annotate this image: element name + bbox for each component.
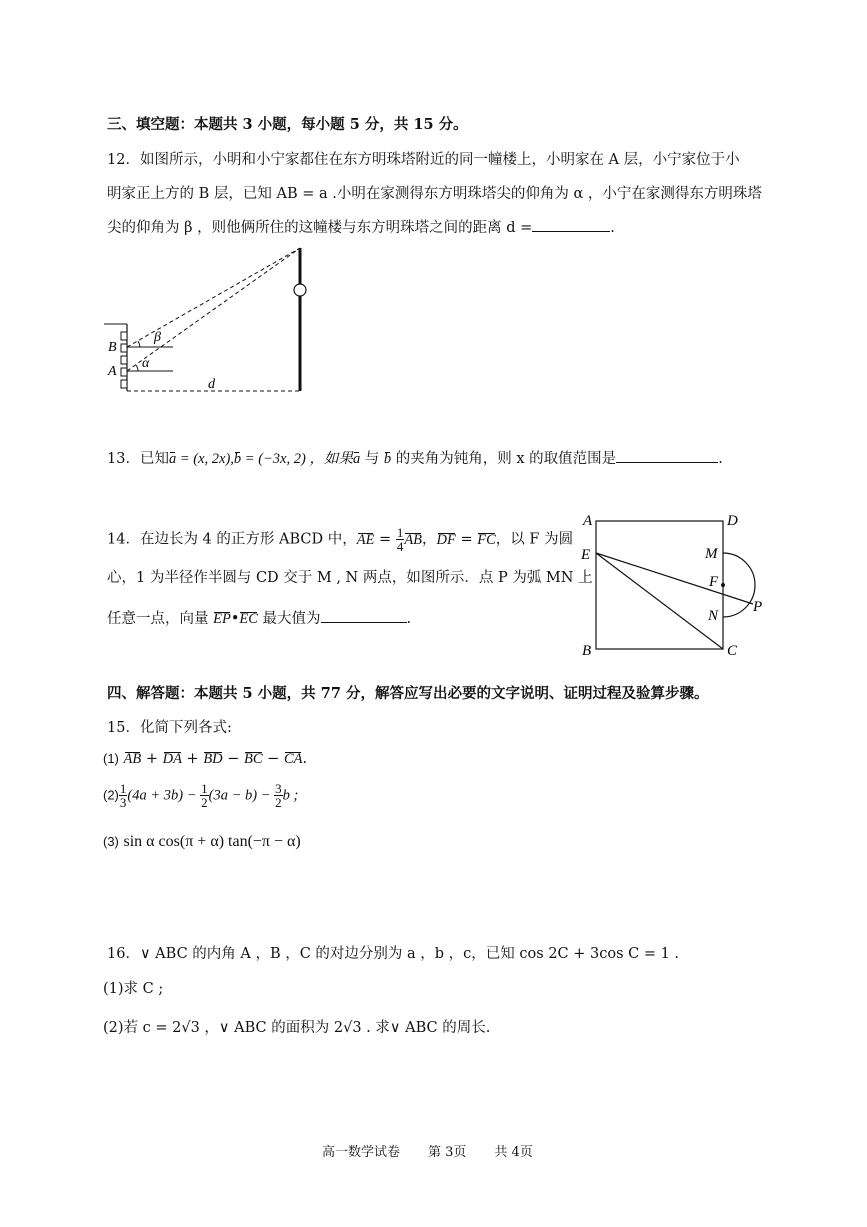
q13-line: [107, 447, 723, 468]
q14-fraction-num: 1: [396, 525, 404, 540]
q14-line-1-end: ，以 F 为圆: [495, 531, 574, 548]
q13-expr-a: = (x, 2x),: [176, 451, 234, 467]
q12-line-3-end: .: [610, 220, 615, 236]
q14-line-3-text: 任意一点，向量: [107, 611, 214, 627]
q15-p1-op-3: −: [222, 751, 245, 767]
q14-sep: ，: [422, 531, 437, 548]
q12-answer-blank: [532, 217, 610, 232]
alpha-arc: [136, 365, 138, 371]
q12-line-2: 明家正上方的 B 层，已知 AB = a .小明在家测得东方明珠塔尖的仰角为 α ，小宁在家测得东方明珠塔: [107, 186, 762, 202]
q14-line-1-text: 14．在边长为 4 的正方形 ABCD 中，: [107, 531, 357, 548]
beta-arc: [138, 341, 140, 347]
q14-answer-blank: [321, 608, 407, 623]
q13-mid: 与: [360, 451, 384, 467]
building-windows: [121, 332, 127, 388]
footer-subject: 高一数学试卷: [322, 1145, 401, 1160]
q14-vec-FC: FC: [477, 531, 496, 548]
segment-EP: [596, 553, 753, 604]
sight-line-from-A: [127, 248, 300, 371]
q12-line-1: 12．如图所示，小明和小宁家都住在东方明珠塔附近的同一幢楼上，小明家在 A 层，小宁家位于小: [107, 152, 740, 168]
section-4-heading: 四、解答题：本题共 5 小题，共 77 分，解答应写出必要的文字说明、证明过程及验算步骤。: [107, 685, 709, 702]
label-d: d: [208, 377, 215, 392]
q15-p1-term-DA: DA: [162, 751, 182, 767]
q15-p1-term-CA: CA: [283, 751, 303, 767]
q12-building-tower-figure: [100, 240, 320, 400]
q14-eq-1: =: [374, 531, 396, 548]
q13-vec-b-2: b: [383, 451, 392, 467]
q14-square-figure: [575, 508, 775, 663]
semicircle-MN: [723, 553, 755, 617]
q15-p2-frac-2-den: 2: [201, 795, 208, 810]
q13-vec-b: b: [233, 451, 242, 467]
q12-line-3: [107, 216, 615, 237]
q13-suffix: 的夹角为钝角，则 x 的取值范围是: [391, 451, 617, 467]
q15-p2-frac-3-den: 2: [275, 795, 282, 810]
q15-p1-label: (1): [103, 751, 119, 766]
q16-part-2: (2)若 c = 2√3 ，∨ ABC 的面积为 2√3 . 求∨ ABC 的周长.: [103, 1020, 491, 1036]
q14-line-1: [107, 526, 573, 553]
q15-p1-op-2: +: [181, 751, 204, 767]
label-alpha: α: [142, 356, 150, 371]
label-D: D: [727, 513, 738, 529]
q15-p1-op-4: −: [262, 751, 284, 767]
q16-part-1: (1)求 C ;: [103, 981, 164, 997]
tower-sphere: [294, 284, 306, 296]
q14-vec-EC: EC: [239, 611, 258, 627]
q15-p2-label: (2): [103, 787, 119, 803]
segment-EC: [596, 553, 723, 649]
q15-p2-term-2: (3a − b) −: [208, 787, 275, 804]
label-A: A: [583, 513, 593, 529]
q15-part-1: [103, 751, 307, 768]
sight-line-from-B: [127, 248, 300, 347]
label-E: E: [581, 547, 591, 563]
q13-answer-blank: [616, 448, 718, 463]
q15-p2-term-3: b ;: [282, 787, 299, 804]
q14-vec-AB: AB: [404, 531, 423, 548]
q14-line-2: 心，1 为半径作半圆与 CD 交于 M , N 两点，如图所示．点 P 为弧 MN 上: [107, 570, 593, 586]
q12-line-3-text: 尖的仰角为 β ，则他俩所住的这幢楼与东方明珠塔之间的距离 d =: [107, 220, 533, 236]
label-B: B: [108, 340, 117, 355]
q13-end: .: [718, 451, 723, 467]
label-M: M: [705, 546, 718, 562]
q15-p3-label: (3): [103, 834, 119, 849]
footer-total-pages: 共 4页: [494, 1145, 533, 1160]
q15-part-2: [103, 782, 298, 809]
label-P: P: [753, 599, 763, 615]
footer-page-number: 第 3页: [428, 1145, 467, 1160]
q14-line-3: [107, 607, 411, 628]
q15-p2-frac-1-den: 3: [119, 795, 127, 810]
label-A: A: [108, 364, 117, 379]
q15-p1-term-BD: BD: [203, 751, 223, 767]
q15-part-3: [103, 833, 301, 851]
q15-p2-frac-2-num: 1: [201, 781, 208, 796]
q15-p1-op-1: +: [141, 751, 163, 767]
q14-fraction-den: 4: [396, 539, 404, 554]
q14-line-3-end: .: [406, 611, 412, 627]
page-footer: [322, 1141, 561, 1160]
q15-p2-frac-2: [200, 782, 209, 809]
q14-dot: •: [230, 611, 240, 627]
label-F: F: [709, 574, 719, 590]
q14-eq-2: =: [455, 531, 478, 548]
q16-line-1: 16．∨ ABC 的内角 A ，B ，C 的对边分别为 a ，b ，c，已知 cos 2C + 3cos C = 1 .: [107, 946, 680, 962]
label-N: N: [708, 608, 719, 624]
section-3-heading: 三、填空题：本题共 3 小题，每小题 5 分，共 15 分。: [107, 116, 468, 133]
point-F: [721, 583, 725, 587]
q15-p2-frac-3: [274, 782, 283, 809]
q15-p2-term-1: (4a + 3b) −: [127, 787, 201, 804]
q14-vec-EP: EP: [213, 611, 231, 627]
square-ABCD: [596, 521, 723, 649]
q13-prefix: 13．已知: [107, 451, 169, 467]
q15-p2-frac-3-num: 3: [275, 781, 282, 796]
q14-line-3-mid: 最大值为: [257, 611, 321, 627]
q15-p3-expr: sin α cos(π + α) tan(−π − α): [123, 833, 301, 850]
q15-p1-end: .: [302, 751, 308, 767]
q13-vec-a-2: a: [352, 451, 361, 467]
q15-p1-term-BC: BC: [244, 751, 263, 767]
q15-p1-term-AB: AB: [123, 751, 142, 767]
q14-vec-DF: DF: [436, 531, 456, 548]
q14-vec-AE: AE: [356, 531, 375, 548]
label-beta: β: [154, 330, 161, 345]
q13-expr-b: = (−3x, 2) ，如果: [241, 451, 353, 467]
label-B: B: [582, 643, 592, 659]
q13-vec-a: a: [168, 451, 177, 467]
q15-p2-frac-1-num: 1: [119, 781, 127, 796]
label-C: C: [727, 643, 738, 659]
q15-title: 15．化简下列各式:: [107, 720, 232, 736]
